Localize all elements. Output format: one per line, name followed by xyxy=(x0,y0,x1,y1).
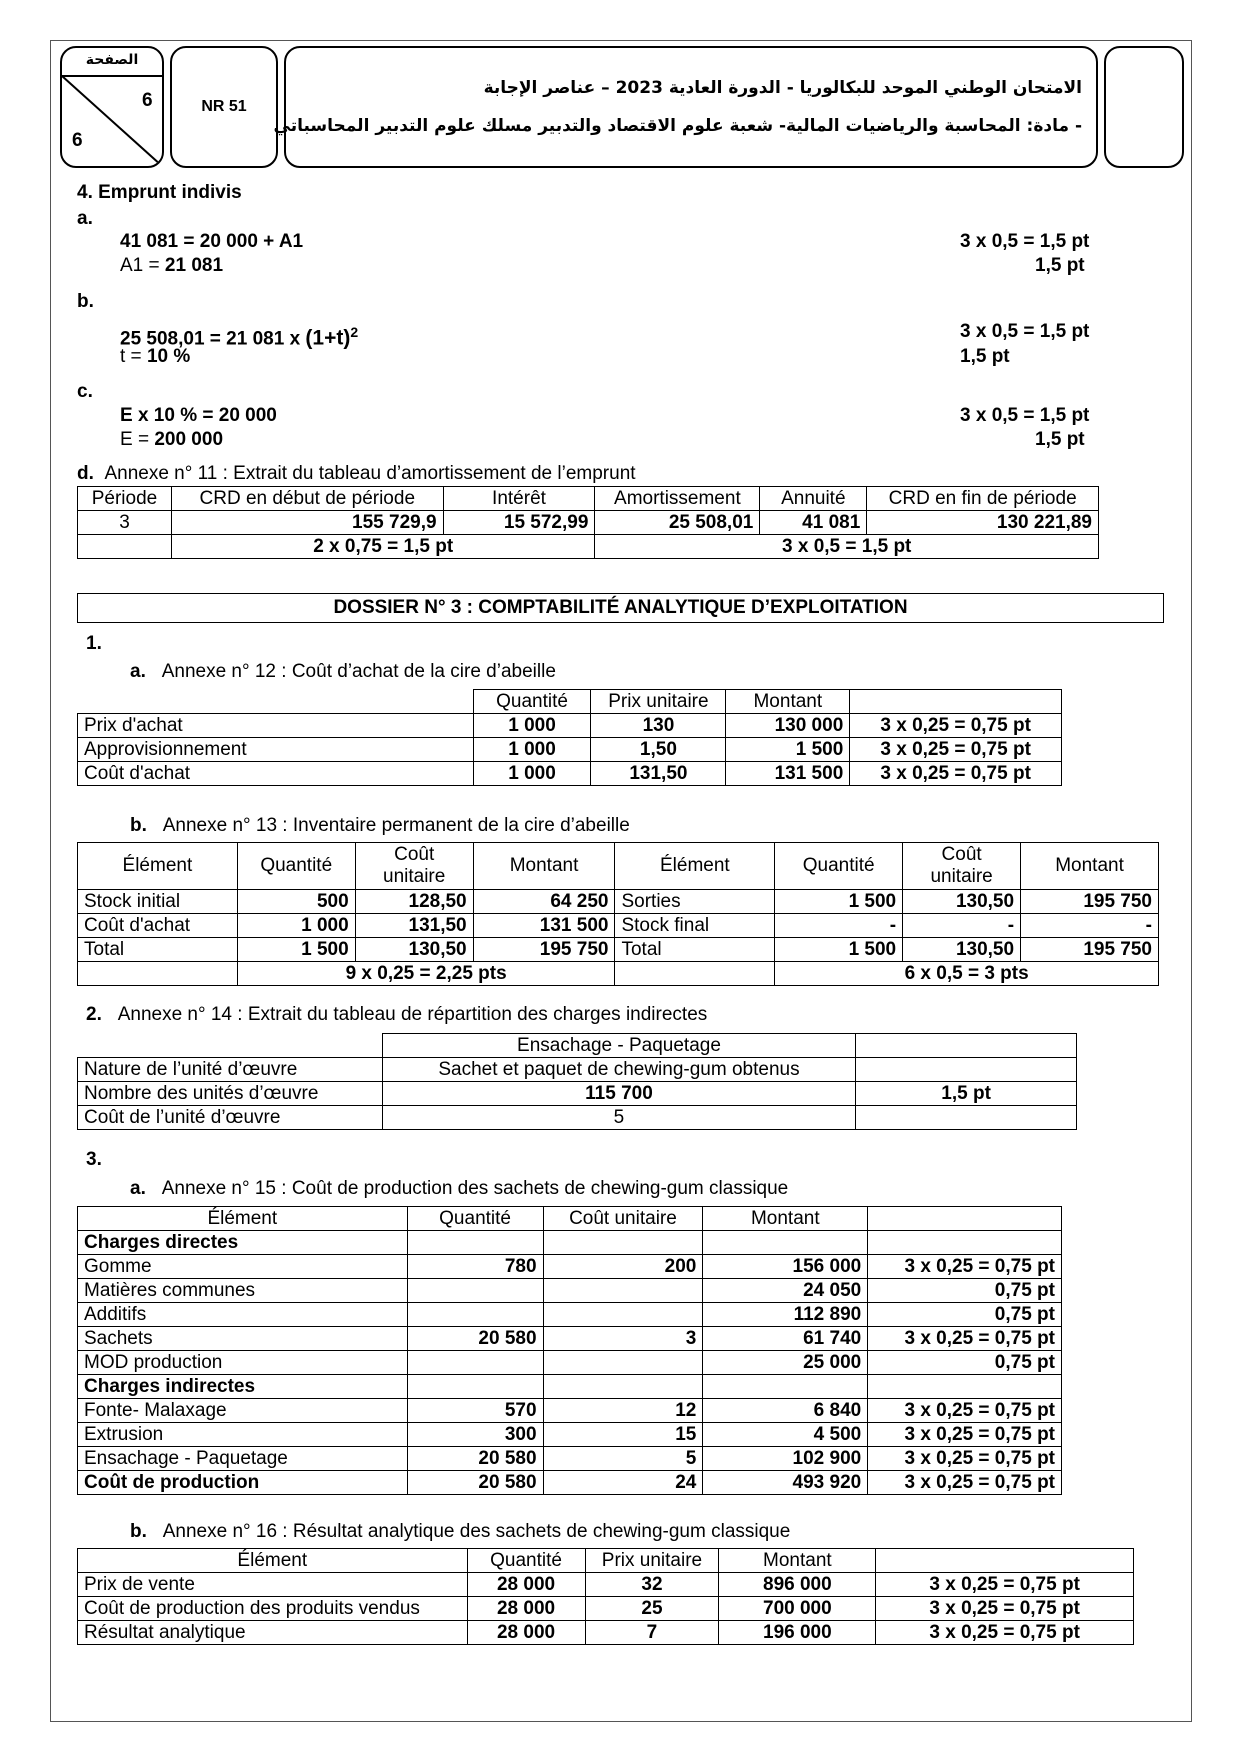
table-cell: 15 572,99 xyxy=(443,511,595,535)
annexe-16-caption: Annexe n° 16 : Résultat analytique des sachets de chewing-gum classique xyxy=(162,1521,791,1542)
annexe-14-table xyxy=(77,1033,1077,1130)
q2-label: 2. xyxy=(86,1004,102,1025)
table-cell: 24 050 xyxy=(703,1279,868,1303)
table-cell: 25 000 xyxy=(703,1351,868,1375)
points-cell: 3 x 0,25 = 0,75 pt xyxy=(868,1327,1062,1351)
table-cell xyxy=(407,1303,543,1327)
table-cell: 20 580 xyxy=(407,1447,543,1471)
points-cell: 0,75 pt xyxy=(868,1279,1062,1303)
table-row xyxy=(78,1621,1134,1645)
table-row xyxy=(78,1106,1077,1130)
page-label: الصفحة xyxy=(85,52,139,68)
table-cell xyxy=(868,1375,1062,1399)
table-header: CRD en début de période xyxy=(171,487,443,511)
q4a-line2 xyxy=(120,254,223,278)
table-cell: 28 000 xyxy=(467,1597,585,1621)
table-cell xyxy=(868,1231,1062,1255)
table-cell: 3 xyxy=(543,1327,703,1351)
table-cell: 130 xyxy=(591,714,726,738)
q4b-line2-value: 10 % xyxy=(146,346,191,367)
annexe-14-caption-line xyxy=(86,1003,707,1027)
table-cell xyxy=(78,962,238,986)
table-cell: 780 xyxy=(407,1255,543,1279)
table-cell xyxy=(407,1279,543,1303)
table-cell xyxy=(856,1058,1077,1082)
annexe-12-caption: Annexe n° 12 : Coût d’achat de la cire d’abeille xyxy=(161,661,556,682)
table-cell: Additifs xyxy=(78,1303,408,1327)
table-row xyxy=(78,1573,1134,1597)
table-cell xyxy=(703,1375,868,1399)
table-cell: Fonte- Malaxage xyxy=(78,1399,408,1423)
table-header: Quantité xyxy=(407,1207,543,1231)
table-cell: Matières communes xyxy=(78,1279,408,1303)
table-cell: 20 580 xyxy=(407,1471,543,1495)
table-row xyxy=(78,890,1159,914)
points-cell: 3 x 0,5 = 1,5 pt xyxy=(595,535,1099,559)
table-header-row xyxy=(78,487,1099,511)
q3b-label: b. xyxy=(130,1521,147,1542)
annexe-12-table xyxy=(77,689,1062,786)
table-row xyxy=(78,938,1159,962)
annexe-12-caption-line xyxy=(130,660,556,684)
points-cell: 2 x 0,75 = 1,5 pt xyxy=(171,535,594,559)
table-cell: 1 500 xyxy=(775,938,903,962)
table-cell: Stock initial xyxy=(78,890,238,914)
table-cell xyxy=(868,1207,1062,1231)
group-label: Charges directes xyxy=(78,1231,408,1255)
table-row xyxy=(78,762,1062,786)
table-cell xyxy=(78,690,474,714)
table-cell: 131,50 xyxy=(355,914,473,938)
table-cell: MOD production xyxy=(78,1351,408,1375)
table-cell: Coût d'achat xyxy=(78,914,238,938)
table-row xyxy=(78,1423,1062,1447)
table-cell: 5 xyxy=(543,1447,703,1471)
points-cell: 3 x 0,25 = 0,75 pt xyxy=(868,1423,1062,1447)
table-cell: 130 221,89 xyxy=(867,511,1099,535)
q4a-line2-prefix: A1 = xyxy=(120,255,165,276)
q4c-line2 xyxy=(120,428,223,452)
q4c-line2-value: 200 000 xyxy=(154,429,224,450)
table-cell: 156 000 xyxy=(703,1255,868,1279)
table-row xyxy=(78,1231,1062,1255)
q4a-line2-value: 21 081 xyxy=(164,255,224,276)
q3-label: 3. xyxy=(86,1149,102,1170)
annexe-16-table xyxy=(77,1548,1134,1645)
table-cell: Sorties xyxy=(615,890,775,914)
table-cell xyxy=(543,1279,703,1303)
table-cell: 115 700 xyxy=(382,1082,856,1106)
points-cell: 3 x 0,25 = 0,75 pt xyxy=(876,1621,1134,1645)
annexe-15-table xyxy=(77,1206,1062,1495)
table-header: Élément xyxy=(78,1549,468,1573)
table-cell: 200 xyxy=(543,1255,703,1279)
q4a-line1: 41 081 = 20 000 + A1 xyxy=(120,231,304,252)
q4d-caption: Annexe n° 11 : Extrait du tableau d’amortissement de l’emprunt xyxy=(104,463,636,484)
points-cell: 3 x 0,25 = 0,75 pt xyxy=(868,1399,1062,1423)
table-cell xyxy=(543,1351,703,1375)
points-cell: 3 x 0,25 = 0,75 pt xyxy=(850,762,1062,786)
table-cell: 20 580 xyxy=(407,1327,543,1351)
table-cell: 6 840 xyxy=(703,1399,868,1423)
points-cell: 3 x 0,25 = 0,75 pt xyxy=(876,1597,1134,1621)
table-cell: 112 890 xyxy=(703,1303,868,1327)
table-row xyxy=(78,1082,1077,1106)
table-cell: 128,50 xyxy=(355,890,473,914)
title-box xyxy=(273,46,1098,168)
table-row xyxy=(78,1351,1062,1375)
table-cell: 700 000 xyxy=(719,1597,876,1621)
table-cell: 196 000 xyxy=(719,1621,876,1645)
table-header: Quantité xyxy=(467,1549,585,1573)
points-cell: 0,75 pt xyxy=(868,1303,1062,1327)
table-cell: 102 900 xyxy=(703,1447,868,1471)
table-cell: 195 750 xyxy=(1021,938,1159,962)
q4c-pts1: 3 x 0,5 = 1,5 pt xyxy=(960,405,1090,426)
page-number: 6 xyxy=(142,90,153,111)
table-cell: 131 500 xyxy=(726,762,850,786)
table-row xyxy=(78,738,1062,762)
table-header: Montant xyxy=(473,843,615,890)
table-cell: 195 750 xyxy=(1021,890,1159,914)
table-cell: 7 xyxy=(585,1621,719,1645)
table-header: Période xyxy=(78,487,172,511)
table-cell: 64 250 xyxy=(473,890,615,914)
q4b-pts1: 3 x 0,5 = 1,5 pt xyxy=(960,321,1090,342)
table-cell: 5 xyxy=(382,1106,856,1130)
annexe-15-caption-line xyxy=(130,1177,788,1201)
table-cell: - xyxy=(775,914,903,938)
table-cell: Coût de production des produits vendus xyxy=(78,1597,468,1621)
q4d-caption-line xyxy=(77,462,636,486)
table-cell xyxy=(407,1375,543,1399)
points-cell: 1,5 pt xyxy=(856,1082,1077,1106)
table-cell: Gomme xyxy=(78,1255,408,1279)
q1-label: 1. xyxy=(86,633,102,654)
table-cell xyxy=(850,690,1062,714)
table-header: Coût unitaire xyxy=(355,843,473,890)
q4a-pts2: 1,5 pt xyxy=(1035,255,1085,276)
table-header: Prix unitaire xyxy=(585,1549,719,1573)
table-cell: Stock final xyxy=(615,914,775,938)
table-cell: 500 xyxy=(237,890,355,914)
table-header-row xyxy=(78,690,1062,714)
table-header: Élément xyxy=(615,843,775,890)
table-header: Amortissement xyxy=(595,487,760,511)
exam-subject: - مادة: المحاسبة والرياضيات المالية- شعبة علوم الاقتصاد والتدبير مسلك علوم التدبير المحاسباتي xyxy=(273,116,1082,136)
table-cell: 15 xyxy=(543,1423,703,1447)
blank-box xyxy=(1104,46,1184,168)
table-cell: Nature de l’unité d’œuvre xyxy=(78,1058,383,1082)
table-row xyxy=(78,1375,1062,1399)
table-cell: 1 500 xyxy=(775,890,903,914)
table-cell: 130,50 xyxy=(355,938,473,962)
group-label: Charges indirectes xyxy=(78,1375,408,1399)
q4b-line1-paren: (1+t) xyxy=(305,326,351,350)
table-cell: 32 xyxy=(585,1573,719,1597)
table-cell: 1 000 xyxy=(473,762,591,786)
table-cell xyxy=(407,1351,543,1375)
table-row xyxy=(78,535,1099,559)
points-cell: 9 x 0,25 = 2,25 pts xyxy=(237,962,615,986)
annexe-13-caption-line xyxy=(130,814,630,838)
table-header: Montant xyxy=(703,1207,868,1231)
q4b-line2 xyxy=(120,345,190,369)
table-cell: 1 000 xyxy=(473,714,591,738)
table-cell: 131,50 xyxy=(591,762,726,786)
table-cell: 570 xyxy=(407,1399,543,1423)
table-cell xyxy=(543,1303,703,1327)
points-cell: 0,75 pt xyxy=(868,1351,1062,1375)
q4d-label: d. xyxy=(77,463,94,484)
q4c-pts2: 1,5 pt xyxy=(1035,429,1085,450)
table-header-row xyxy=(78,1549,1134,1573)
table-cell: Total xyxy=(615,938,775,962)
table-cell xyxy=(615,962,775,986)
table-row xyxy=(78,1279,1062,1303)
table-row xyxy=(78,1597,1134,1621)
table-cell: 25 xyxy=(585,1597,719,1621)
table-header: CRD en fin de période xyxy=(867,487,1099,511)
annexe-14-caption: Annexe n° 14 : Extrait du tableau de répartition des charges indirectes xyxy=(117,1004,708,1025)
table-cell: Coût de production xyxy=(78,1471,408,1495)
table-cell: 1 500 xyxy=(726,738,850,762)
table-cell: Nombre des unités d’œuvre xyxy=(78,1082,383,1106)
table-cell: 12 xyxy=(543,1399,703,1423)
points-cell: 3 x 0,25 = 0,75 pt xyxy=(850,714,1062,738)
q4c-label: c. xyxy=(77,381,93,402)
table-cell: Sachets xyxy=(78,1327,408,1351)
page-total: 6 xyxy=(72,130,83,151)
table-header: Élément xyxy=(78,843,238,890)
table-cell xyxy=(78,1034,383,1058)
q4c-line2-prefix: E = xyxy=(120,429,155,450)
table-cell xyxy=(78,535,172,559)
table-cell: Sachet et paquet de chewing-gum obtenus xyxy=(382,1058,856,1082)
q4a-pts1: 3 x 0,5 = 1,5 pt xyxy=(960,231,1090,252)
table-header: Quantité xyxy=(237,843,355,890)
table-row xyxy=(78,1327,1062,1351)
points-cell: 3 x 0,25 = 0,75 pt xyxy=(876,1573,1134,1597)
q4b-pts2: 1,5 pt xyxy=(960,346,1010,367)
table-header: Montant xyxy=(726,690,850,714)
q4c-line1: E x 10 % = 20 000 xyxy=(120,405,277,426)
table-cell: 300 xyxy=(407,1423,543,1447)
annexe-13-caption: Annexe n° 13 : Inventaire permanent de la cire d’abeille xyxy=(162,815,630,836)
table-cell: 131 500 xyxy=(473,914,615,938)
annexe-16-caption-line xyxy=(130,1520,790,1544)
annexe-11-table xyxy=(77,486,1099,559)
table-cell: Coût d'achat xyxy=(78,762,474,786)
q4b-line2-prefix: t = xyxy=(120,346,147,367)
table-row xyxy=(78,1255,1062,1279)
table-cell xyxy=(703,1231,868,1255)
table-cell: Coût de l’unité d’œuvre xyxy=(78,1106,383,1130)
table-cell: 493 920 xyxy=(703,1471,868,1495)
table-cell: 28 000 xyxy=(467,1621,585,1645)
table-cell: 25 508,01 xyxy=(595,511,760,535)
table-cell: - xyxy=(1021,914,1159,938)
table-cell: 1 500 xyxy=(237,938,355,962)
page-number-box xyxy=(60,46,164,168)
q4b-label: b. xyxy=(77,291,94,312)
table-row xyxy=(78,962,1159,986)
table-cell: 4 500 xyxy=(703,1423,868,1447)
dossier-3-title: DOSSIER N° 3 : COMPTABILITÉ ANALYTIQUE D’EXPLOITATION xyxy=(77,593,1164,623)
table-cell: 130 000 xyxy=(726,714,850,738)
table-row xyxy=(78,511,1099,535)
table-header-row xyxy=(78,1034,1077,1058)
table-header: Quantité xyxy=(473,690,591,714)
table-header-row xyxy=(78,843,1159,890)
table-header: Élément xyxy=(78,1207,408,1231)
table-header: Montant xyxy=(1021,843,1159,890)
table-header: Intérêt xyxy=(443,487,595,511)
points-cell: 3 x 0,25 = 0,75 pt xyxy=(868,1255,1062,1279)
q4b-line1-main: 25 508,01 = 21 081 x xyxy=(120,328,306,350)
table-cell: Prix d'achat xyxy=(78,714,474,738)
table-cell: Prix de vente xyxy=(78,1573,468,1597)
table-cell: 1 000 xyxy=(473,738,591,762)
table-row xyxy=(78,1303,1062,1327)
table-row xyxy=(78,1399,1062,1423)
table-cell: 130,50 xyxy=(903,890,1021,914)
table-header-row xyxy=(78,1207,1062,1231)
table-cell: 61 740 xyxy=(703,1327,868,1351)
table-cell xyxy=(876,1549,1134,1573)
table-cell: 130,50 xyxy=(903,938,1021,962)
code-box xyxy=(170,46,278,168)
table-row xyxy=(78,1471,1062,1495)
table-header: Prix unitaire xyxy=(591,690,726,714)
table-header: Coût unitaire xyxy=(543,1207,703,1231)
points-cell: 3 x 0,25 = 0,75 pt xyxy=(868,1471,1062,1495)
table-header: Ensachage - Paquetage xyxy=(382,1034,856,1058)
table-row xyxy=(78,914,1159,938)
table-cell: - xyxy=(903,914,1021,938)
table-header: Montant xyxy=(719,1549,876,1573)
table-cell: 1 000 xyxy=(237,914,355,938)
table-cell: 3 xyxy=(78,511,172,535)
table-cell xyxy=(856,1106,1077,1130)
q4b-line1-exp: 2 xyxy=(350,324,359,340)
table-cell xyxy=(543,1375,703,1399)
q1b-label: b. xyxy=(130,815,147,836)
table-cell: 896 000 xyxy=(719,1573,876,1597)
table-cell: Approvisionnement xyxy=(78,738,474,762)
table-header: Coût unitaire xyxy=(903,843,1021,890)
table-row xyxy=(78,714,1062,738)
table-cell xyxy=(856,1034,1077,1058)
table-cell: 155 729,9 xyxy=(171,511,443,535)
table-header: Quantité xyxy=(775,843,903,890)
exam-code: NR 51 xyxy=(201,98,247,115)
points-cell: 3 x 0,25 = 0,75 pt xyxy=(850,738,1062,762)
table-row xyxy=(78,1447,1062,1471)
table-header: Annuité xyxy=(760,487,867,511)
table-cell xyxy=(407,1231,543,1255)
points-cell: 3 x 0,25 = 0,75 pt xyxy=(868,1447,1062,1471)
table-cell: 41 081 xyxy=(760,511,867,535)
table-cell: Ensachage - Paquetage xyxy=(78,1447,408,1471)
q4-title: 4. Emprunt indivis xyxy=(77,182,242,203)
table-cell: 28 000 xyxy=(467,1573,585,1597)
annexe-13-table xyxy=(77,842,1159,986)
table-cell: 24 xyxy=(543,1471,703,1495)
q1a-label: a. xyxy=(130,661,146,682)
q4a-label: a. xyxy=(77,208,93,229)
q3a-label: a. xyxy=(130,1178,146,1199)
table-cell: 1,50 xyxy=(591,738,726,762)
exam-title: الامتحان الوطني الموحد للبكالوريا - الدورة العادية 2023 – عناصر الإجابة xyxy=(483,78,1082,98)
table-cell: Résultat analytique xyxy=(78,1621,468,1645)
points-cell: 6 x 0,5 = 3 pts xyxy=(775,962,1159,986)
table-cell: Extrusion xyxy=(78,1423,408,1447)
annexe-15-caption: Annexe n° 15 : Coût de production des sachets de chewing-gum classique xyxy=(161,1178,789,1199)
table-cell xyxy=(543,1231,703,1255)
table-cell: Total xyxy=(78,938,238,962)
table-row xyxy=(78,1058,1077,1082)
table-cell: 195 750 xyxy=(473,938,615,962)
